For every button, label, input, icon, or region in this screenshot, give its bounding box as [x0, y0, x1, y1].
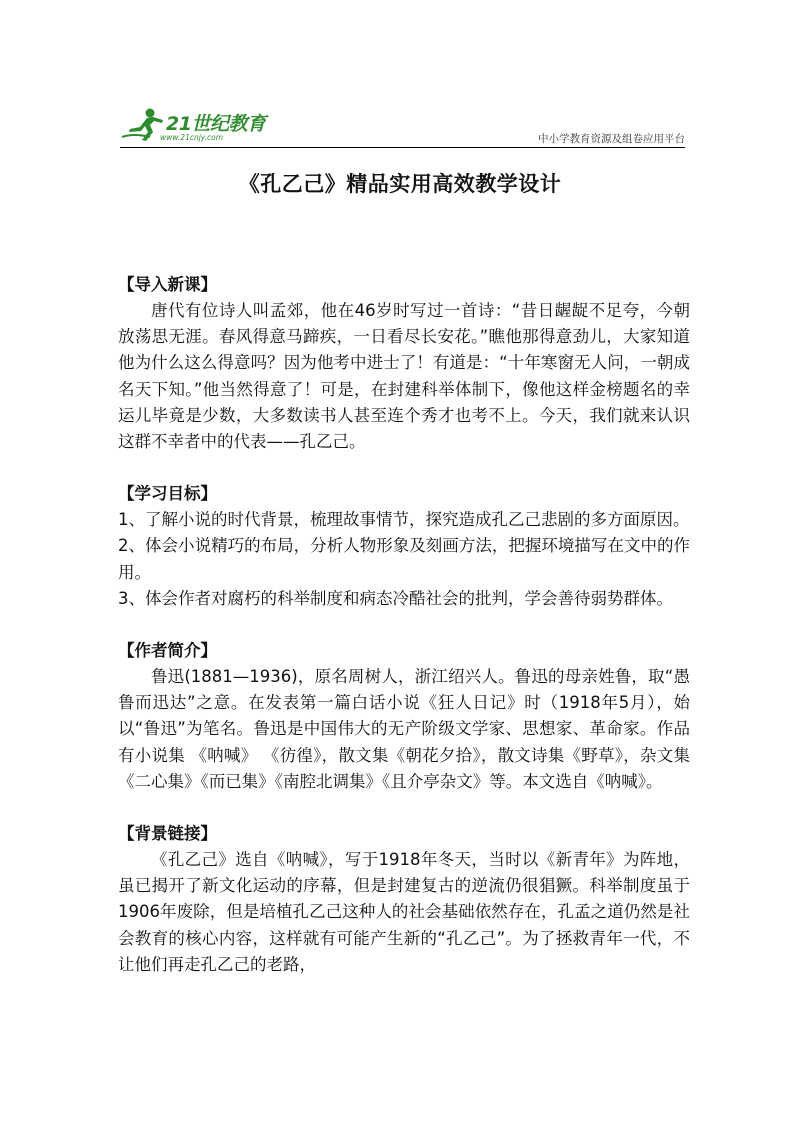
section-gap — [118, 455, 690, 481]
background-paragraph: 《孔乙己》选自《呐喊》，写于1918年冬天，当时以《新青年》为阵地，虽已揭开了新文化运动的序幕，但是封建复古的逆流仍很猖獗。科举制度虽于1906年废除，但是培植孔乙己这种人的社会基础依然存在，孔孟之道仍然是社会教育的核心内容，这样就有可能产生新的“孔乙己”。为了拯救青年一代，不让他们再走孔乙己的老路， — [118, 850, 690, 974]
section-heading-background: 【背景链接】 — [118, 824, 217, 844]
goal-item: 2、体会小说精巧的布局，分析人物形象及刻画方法，把握环境描写在文中的作用。 — [118, 536, 690, 582]
intro-paragraph: 唐代有位诗人叫孟郊，他在46岁时写过一首诗：“昔日龌龊不足夸，今朝放荡思无涯。春风得意马蹄疾，一日看尽长安花。”瞧他那得意劲儿，大家知道他为什么这么得意吗？因为他考中进士了！有道是：“十年寒窗无人问，一朝成名天下知。”他当然得意了！可是，在封建科举体制下，像他这样金榜题名的幸运儿毕竟是少数，大多数读书人甚至连个秀才也考不上。今天，我们就来认识这群不幸者中的代表——孔乙己。 — [118, 301, 690, 452]
document-body — [118, 272, 690, 978]
goal-item: 3、体会作者对腐朽的科举制度和病态冷酷社会的批判，学会善待弱势群体。 — [118, 588, 673, 608]
platform-name: 中小学教育资源及组卷应用平台 — [538, 133, 685, 145]
section-heading-goals: 【学习目标】 — [118, 484, 217, 504]
header-divider — [120, 147, 685, 148]
logo — [120, 107, 270, 147]
author-paragraph: 鲁迅(1881—1936)，原名周树人，浙江绍兴人。鲁迅的母亲姓鲁，取“愚鲁而迅达”之意。在发表第一篇白话小说《狂人日记》时（1918年5月），始以“鲁迅”为笔名。鲁迅是中国伟大的无产阶级文学家、思想家、革命家。作品有小说集 《呐喊》 《彷徨》，散文集《朝花夕拾》，散文诗集《野草》，杂文集《二心集》《而已集》《南腔北调集》《且介亭杂文》等。本文选自《呐喊》。 — [118, 667, 690, 791]
section-gap — [118, 795, 690, 821]
section-gap — [118, 612, 690, 638]
logo-url: www.21cnjy.com — [160, 133, 224, 142]
section-heading-author: 【作者简介】 — [118, 641, 217, 661]
logo-text: 21世纪教育 — [166, 113, 266, 135]
section-heading-intro: 【导入新课】 — [118, 275, 217, 294]
goal-item: 1、了解小说的时代背景，梳理故事情节，探究造成孔乙己悲剧的多方面原因。 — [118, 510, 690, 530]
page-header — [120, 105, 685, 150]
document-title: 《孔乙己》精品实用高效教学设计 — [238, 172, 562, 196]
